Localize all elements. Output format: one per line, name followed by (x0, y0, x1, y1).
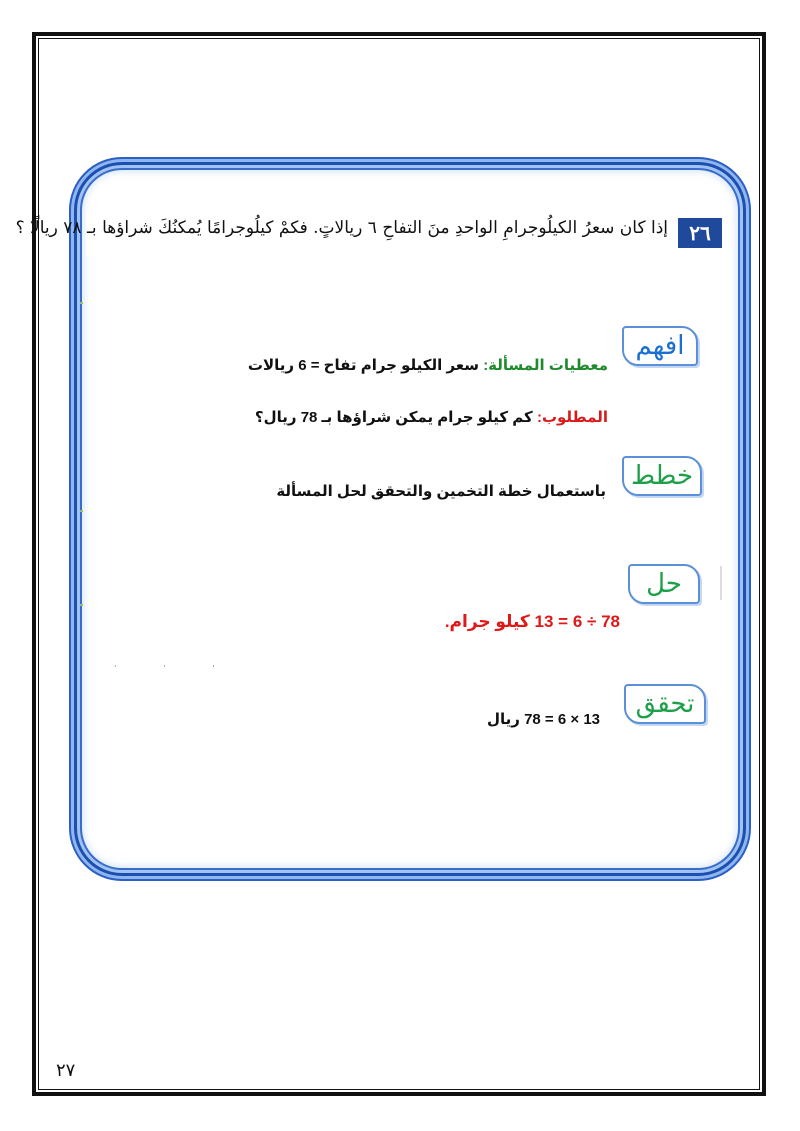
given-line (248, 356, 608, 374)
given-text: سعر الكيلو جرام تفاح = 6 ريالات (247, 357, 484, 374)
required-text: كم كيلو جرام يمكن شراؤها بـ 78 ريال؟ (254, 409, 537, 426)
divider (720, 566, 722, 600)
given-label: معطيات المسألة: (483, 357, 608, 374)
required-line (255, 408, 608, 426)
plan-text: باستعمال خطة التخمين والتحقق لحل المسألة (276, 483, 606, 500)
check-text: 13 × 6 = 78 ريال (486, 711, 600, 728)
question-text: إذا كان سعرُ الكيلُوجرامِ الواحدِ منَ التفاحِ ٦ ريالاتٍ. فكمْ كيلُوجرامًا يُمكنُكَ شراؤها بـ ٧٨ ريالًا ؟ (15, 218, 668, 238)
question-row (15, 212, 722, 256)
edge-mark (80, 302, 83, 304)
page-number: ٢٧ (56, 1060, 76, 1081)
solution-text: 78 ÷ 6 = 13 كيلو جرام. (444, 612, 620, 631)
plan-tag: خطط (622, 456, 702, 496)
solve-tag: حل (628, 564, 700, 604)
required-label: المطلوب: (536, 409, 608, 426)
decorative-dots: · · · (114, 662, 237, 671)
edge-mark (80, 604, 83, 606)
problem-panel (15, 162, 746, 876)
edge-mark (80, 510, 83, 512)
question-number-badge: ٢٦ (678, 218, 722, 248)
understand-tag: افهم (622, 326, 698, 366)
check-tag: تحقق (624, 684, 706, 724)
